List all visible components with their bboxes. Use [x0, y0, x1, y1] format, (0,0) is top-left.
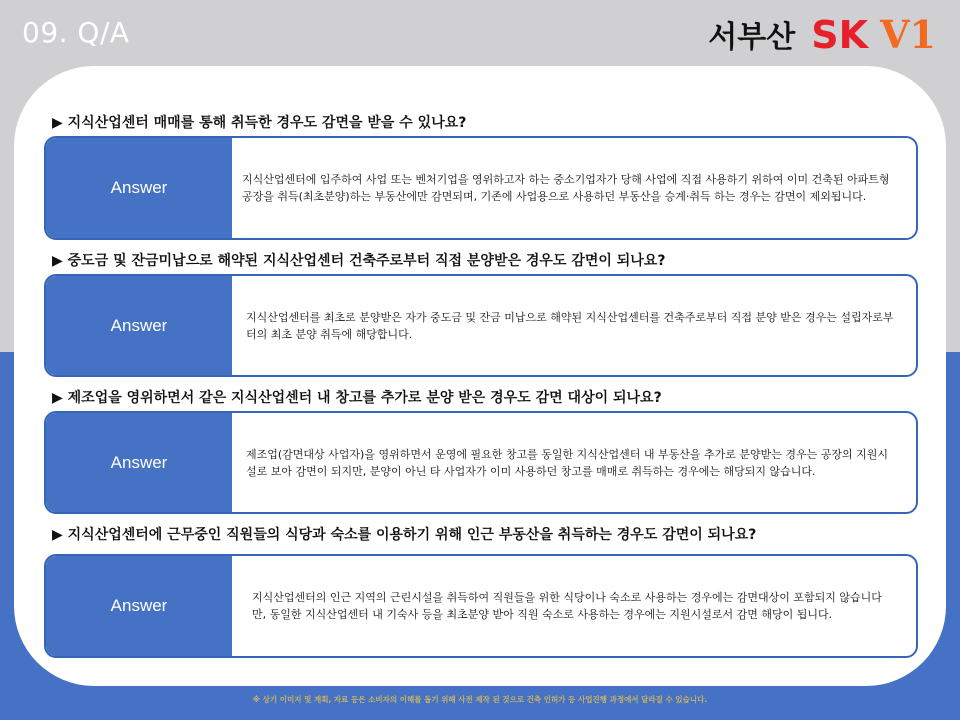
answer-box-2 — [44, 274, 918, 377]
answer-text-4: 지식산업센터의 인근 지역의 근린시설을 취득하여 직원들을 위한 식당이나 숙소로 사용하는 경우에는 감면대상이 포함되지 않습니다만, 동일한 지식산업센터 내 기숙사 등을 최초분양 받아 직원 숙소로 사용하는 경우에는 지원시설로서 감면 해당이 됩니다. — [252, 591, 882, 621]
answer-box-4 — [44, 554, 918, 658]
answer-label: Answer — [46, 556, 232, 656]
sk-v1-logo — [811, 12, 936, 57]
answer-label: Answer — [46, 413, 232, 512]
question-1: ▶ 지식산업센터 매매를 통해 취득한 경우도 감면을 받을 수 있나요? — [52, 115, 467, 131]
logo-v1: V1 — [880, 11, 936, 57]
answer-box-3 — [44, 411, 918, 514]
question-2: ▶ 중도금 및 잔금미납으로 해약된 지식산업센터 건축주로부터 직접 분양받은 경우도 감면이 되나요? — [52, 253, 666, 269]
answer-box-1 — [44, 136, 918, 240]
answer-label: Answer — [46, 138, 232, 238]
answer-text-1: 지식산업센터에 입주하여 사업 또는 벤처기업을 영위하고자 하는 중소기업자가 당해 사업에 직접 사용하기 위하여 이미 건축된 아파트형공장을 취득(최초분양)하는 부동산에만 감면되며, 기존에 사업용으로 사용하던 부동산을 승계·취득 하는 경우는 감면이 제외됩니다. — [242, 173, 890, 203]
answer-label: Answer — [46, 276, 232, 375]
answer-text-3: 제조업(감면대상 사업자)을 영위하면서 운영에 필요한 창고를 동일한 지식산업센터 내 부동산을 추가로 분양받는 경우는 공장의 지원시설로 보아 감면이 되지만, 분양이 아닌 타 사업자가 이미 사용하던 창고를 매매로 취득하는 경우에는 해당되지 않습니다. — [246, 447, 888, 478]
brand-name: 서부산 — [708, 20, 796, 55]
brand-header — [708, 10, 936, 58]
question-4: ▶ 지식산업센터에 근무중인 직원들의 식당과 숙소를 이용하기 위해 인근 부동산을 취득하는 경우도 감면이 되나요? — [52, 527, 757, 543]
logo-sk: SK — [811, 12, 869, 57]
question-3: ▶ 제조업을 영위하면서 같은 지식산업센터 내 창고를 추가로 분양 받은 경우도 감면 대상이 되나요? — [52, 390, 662, 406]
section-title: 09. Q/A — [22, 16, 130, 49]
answer-text-2: 지식산업센터를 최초로 분양받은 자가 중도금 및 잔금 미납으로 해약된 지식산업센터를 건축주로부터 직접 분양 받은 경우는 설립자로부터의 최초 분양 취득에 해당합니다. — [246, 310, 894, 341]
disclaimer-footnote: ※ 상기 이미지 및 계획, 자료 등은 소비자의 이해를 돕기 위해 사전 제작 된 것으로 건축 인허가 등 사업진행 과정에서 달라질 수 있습니다. — [252, 695, 708, 704]
